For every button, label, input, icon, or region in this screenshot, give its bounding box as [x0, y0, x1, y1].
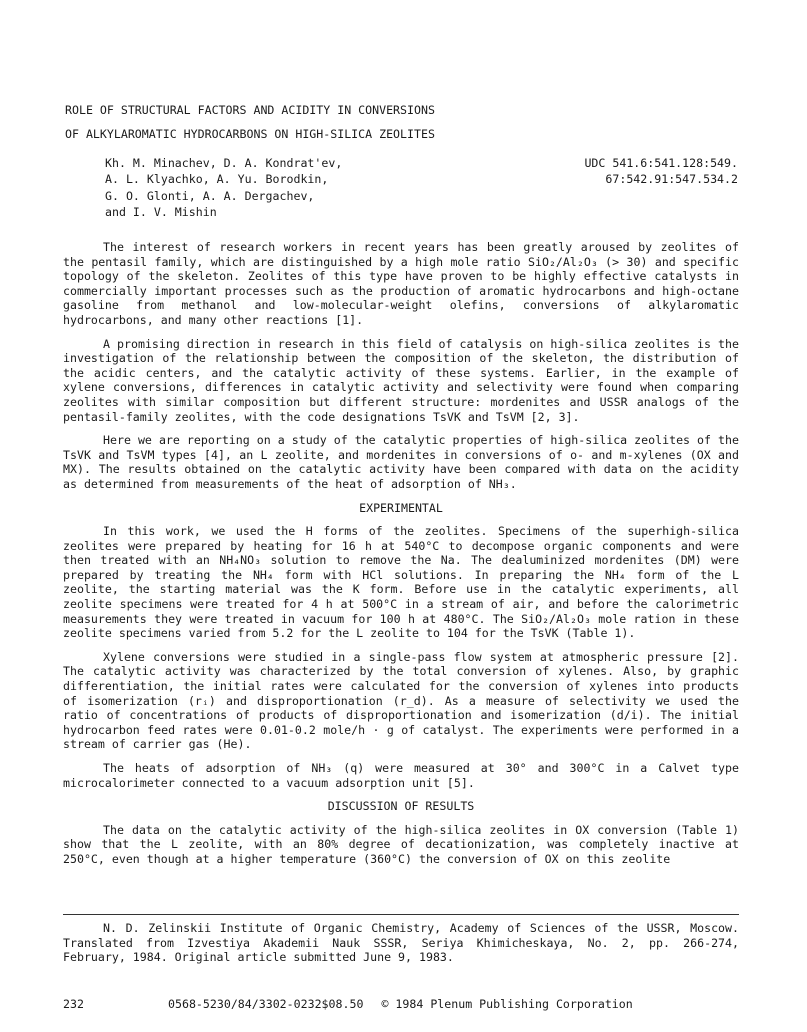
- footnote-divider: [63, 914, 739, 915]
- intro-paragraph-3: Here we are reporting on a study of the catalytic properties of high-silica zeolites of the TsVK and TsVM types [4], an L zeolite, and mordenites in conversions of o- and m-xylenes (OX and MX). The results obtained on the catalytic activity have been compared with data on the acidity as determined from measurements of the heat of adsorption of NH₃.: [63, 433, 739, 491]
- section-heading-discussion: DISCUSSION OF RESULTS: [327, 799, 475, 814]
- author-line-3: G. O. Glonti, A. A. Dergachev,: [105, 188, 315, 203]
- experimental-paragraph-3: The heats of adsorption of NH₃ (q) were measured at 30° and 300°C in a Calvet type microcalorimeter connected to a vacuum adsorption unit [5].: [63, 761, 739, 790]
- discussion-paragraph-1: The data on the catalytic activity of the high-silica zeolites in OX conversion (Table 1) show that the L zeolite, with an 80% degree of decationization, was completely inactive at 250°C, even though at a higher temperature (360°C) the conversion of OX on this zeolite: [63, 822, 739, 866]
- author-line-2: A. L. Klyachko, A. Yu. Borodkin,: [105, 172, 329, 187]
- udc-code: [530, 155, 738, 188]
- title-line-1: ROLE OF STRUCTURAL FACTORS AND ACIDITY IN CONVERSIONS: [65, 103, 435, 117]
- article-body: [63, 240, 739, 876]
- udc-line-1: UDC 541.6:541.128:549.: [584, 156, 738, 170]
- author-line-1: Kh. M. Minachev, D. A. Kondrat'ev,: [105, 156, 343, 170]
- copyright-notice: © 1984 Plenum Publishing Corporation: [381, 997, 633, 1011]
- title-line-2: OF ALKYLAROMATIC HYDROCARBONS ON HIGH-SILICA ZEOLITES: [65, 127, 435, 141]
- article-title: [65, 98, 765, 146]
- footnote-text: N. D. Zelinskii Institute of Organic Chemistry, Academy of Sciences of the USSR, Moscow. Translated from Izvestiya Akademii Nauk SSSR, Seriya Khimicheskaya, No. 2, pp. 266-274, February, 1984. Original article submitted June 9, 1983.: [63, 921, 739, 965]
- udc-line-2: 67:542.91:547.534.2: [605, 172, 738, 187]
- section-heading-experimental: EXPERIMENTAL: [359, 500, 443, 515]
- author-list: [105, 155, 342, 220]
- footnote: [63, 921, 739, 965]
- page-number: 232: [63, 997, 84, 1011]
- experimental-paragraph-1: In this work, we used the H forms of the zeolites. Specimens of the superhigh-silica zeolites were prepared by heating for 16 h at 540°C to decompose organic components and were then treated with an NH₄NO₃ solution to remove the Na. The dealuminized mordenites (DM) were prepared by treating the NH₄ form with HCl solutions. In preparing the NH₄ form of the L zeolite, the starting material was the K form. Before use in the catalytic experiments, all zeolite specimens were treated for 4 h at 500°C in a stream of air, and before the calorimetric measurements they were treated in vacuum for 100 h at 480°C. The SiO₂/Al₂O₃ mole ration in these zeolite specimens varied from 5.2 for the L zeolite to 104 for the TsVK (Table 1).: [63, 524, 739, 641]
- author-line-4: and I. V. Mishin: [105, 204, 217, 219]
- intro-paragraph-2: A promising direction in research in this field of catalysis on high-silica zeolites is the investigation of the relationship between the composition of the skeleton, the distribution of the acidic centers, and the catalytic activity of these systems. Earlier, in the example of xylene conversions, differences in catalytic activity and selectivity were found when comparing zeolites with similar composition but different structure: mordenites and USSR analogs of the pentasil-family zeolites, with the code designations TsVK and TsVM [2, 3].: [63, 336, 739, 424]
- experimental-paragraph-2: Xylene conversions were studied in a single-pass flow system at atmospheric pressure [2]. The catalytic activity was characterized by the total conversion of xylenes. Also, by graphic differentiation, the initial rates were calculated for the conversion of xylenes into products of isomerization (rᵢ) and disproportionation (r_d). As a measure of selectivity we used the ratio of concentrations of products of disproportionation and isomerization (d/i). The initial hydrocarbon feed rates were 0.01-0.2 mole/h · g of catalyst. The experiments were performed in a stream of carrier gas (He).: [63, 649, 739, 752]
- intro-paragraph-1: The interest of research workers in recent years has been greatly aroused by zeolites of the pentasil family, which are distinguished by a high mole ratio SiO₂/Al₂O₃ (> 30) and specific topology of the skeleton. Zeolites of this type have proven to be highly effective catalysts in commercially important processes such as the production of aromatic hydrocarbons and high-octane gasoline from methanol and low-molecular-weight olefins, conversions of alkylaromatic hydrocarbons, and many other reactions [1].: [63, 240, 739, 327]
- issn-code: 0568-5230/84/3302-0232$08.50: [168, 997, 364, 1011]
- page-footer: [63, 997, 739, 1012]
